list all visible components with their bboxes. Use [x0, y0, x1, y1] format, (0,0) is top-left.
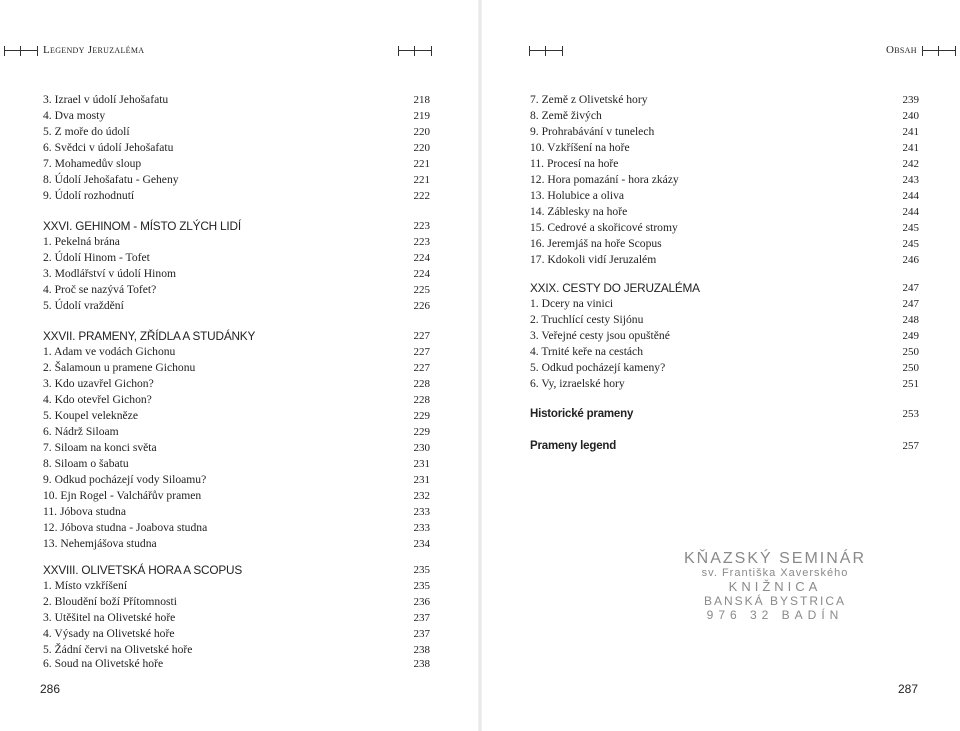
- toc-entry-page: 224: [413, 268, 430, 280]
- toc-entry-title: 1. Pekelná brána: [43, 235, 120, 248]
- stamp-line: sv. Františka Xaverského: [701, 567, 849, 579]
- toc-entry: [43, 108, 430, 124]
- toc-entry: [43, 456, 430, 472]
- toc-entry-title: 4. Proč se nazývá Tofet?: [43, 283, 157, 296]
- toc-entry-page: 228: [413, 394, 430, 406]
- stamp-line: KŇAZSKÝ SEMINÁR: [683, 550, 867, 567]
- header-ornament-right: [529, 46, 563, 56]
- page-number-left: 286: [40, 682, 61, 696]
- toc-entry: [43, 626, 430, 642]
- toc-entry-title: 17. Kdokoli vidí Jeruzalém: [530, 253, 657, 266]
- toc-entry-title: 1. Adam ve vodách Gichonu: [43, 345, 176, 358]
- toc-entry-page: 224: [413, 252, 430, 264]
- toc-entry-page: 246: [902, 254, 919, 266]
- toc-entry: [43, 488, 430, 504]
- toc-entry: [43, 504, 430, 520]
- toc-entry: [530, 296, 919, 312]
- toc-entry-page: 229: [413, 426, 430, 438]
- toc-entry-title: 8. Údolí Jehošafatu - Geheny: [43, 173, 179, 186]
- toc-entry-page: 219: [413, 110, 430, 122]
- toc-entry-title: 13. Holubice a oliva: [530, 189, 625, 202]
- header-ornament-right-end: [922, 46, 956, 56]
- toc-entry: [43, 234, 430, 250]
- toc-entry-page: 227: [413, 330, 430, 342]
- toc-section-heading: [530, 280, 919, 296]
- toc-entry: [43, 124, 430, 140]
- toc-entry-page: 239: [902, 94, 919, 106]
- toc-entry-title: Historické prameny: [530, 408, 634, 420]
- toc-entry-page: 220: [413, 126, 430, 138]
- toc-entry: [43, 282, 430, 298]
- toc-entry: [43, 344, 430, 360]
- toc-entry: [43, 376, 430, 392]
- toc-entry-title: 2. Šalamoun u pramene Gichonu: [43, 361, 196, 374]
- toc-entry-title: 5. Z moře do údolí: [43, 125, 130, 138]
- toc-entry-title: 4. Trnité keře na cestách: [530, 345, 644, 358]
- toc-entry: [530, 376, 919, 392]
- toc-entry: [43, 610, 430, 626]
- toc-entry-page: 221: [413, 158, 430, 170]
- toc-entry-page: 257: [902, 440, 919, 452]
- toc-entry-title: 1. Místo vzkříšení: [43, 579, 128, 592]
- toc-entry-page: 250: [902, 362, 919, 374]
- toc-entry: [43, 298, 430, 314]
- toc-entry: [530, 188, 919, 204]
- toc-entry-title: 9. Údolí rozhodnutí: [43, 189, 135, 202]
- toc-entry: [43, 188, 430, 204]
- toc-entry: [43, 266, 430, 282]
- toc-entry: [530, 328, 919, 344]
- toc-entry-page: 241: [902, 142, 919, 154]
- toc-section-heading: [43, 328, 430, 344]
- toc-entry-page: 247: [902, 282, 919, 294]
- toc-entry: [43, 392, 430, 408]
- toc-entry-page: 229: [413, 410, 430, 422]
- toc-entry-title: 1. Dcery na vinici: [530, 297, 614, 310]
- toc-entry-title: 7. Země z Olivetské hory: [530, 93, 648, 106]
- toc-entry-page: 234: [413, 538, 430, 550]
- toc-entry: [530, 108, 919, 124]
- toc-entry-page: 223: [413, 220, 430, 232]
- toc-entry-page: 236: [413, 596, 430, 608]
- toc-entry-title: XXVI. GEHINOM - MÍSTO ZLÝCH LIDÍ: [43, 219, 241, 233]
- toc-entry: [530, 92, 919, 108]
- toc-section-heading: [43, 218, 430, 234]
- toc-entry-page: 243: [902, 174, 919, 186]
- toc-entry-title: 7. Mohamedův sloup: [43, 157, 142, 170]
- header-ornament-left: [4, 46, 38, 56]
- toc-entry-page: 244: [902, 190, 919, 202]
- toc-entry-title: XXIX. CESTY DO JERUZALÉMA: [530, 281, 700, 295]
- toc-entry: [43, 520, 430, 536]
- toc-entry-title: 5. Odkud pocházejí kameny?: [530, 361, 666, 374]
- toc-entry: [43, 172, 430, 188]
- toc-entry-title: 6. Soud na Olivetské hoře: [43, 657, 164, 670]
- toc-entry: [43, 472, 430, 488]
- toc-entry: [43, 440, 430, 456]
- toc-entry-title: 12. Hora pomazání - hora zkázy: [530, 173, 679, 186]
- toc-entry-page: 244: [902, 206, 919, 218]
- toc-entry-page: 237: [413, 628, 430, 640]
- toc-entry: [530, 172, 919, 188]
- toc-entry-page: 220: [413, 142, 430, 154]
- running-header-left: Legendy Jeruzaléma: [43, 44, 145, 56]
- toc-entry: [43, 250, 430, 266]
- toc-entry-title: 3. Izrael v údolí Jehošafatu: [43, 93, 169, 106]
- toc-entry: [530, 220, 919, 236]
- toc-entry-title: 2. Truchlící cesty Sijónu: [530, 313, 644, 326]
- toc-entry-title: 10. Ejn Rogel - Valchářův pramen: [43, 489, 202, 502]
- toc-entry-title: 3. Modlářství v údolí Hinom: [43, 267, 177, 280]
- toc-entry-page: 228: [413, 378, 430, 390]
- toc-entry-title: 2. Údolí Hinom - Tofet: [43, 251, 150, 264]
- header-ornament-left-end: [398, 46, 432, 56]
- toc-entry-page: 250: [902, 346, 919, 358]
- toc-entry-page: 226: [413, 300, 430, 312]
- toc-entry-page: 233: [413, 522, 430, 534]
- toc-entry-title: 12. Jóbova studna - Joabova studna: [43, 521, 208, 534]
- toc-entry-title: 3. Kdo uzavřel Gichon?: [43, 377, 154, 390]
- toc-entry-page: 227: [413, 346, 430, 358]
- toc-entry-title: 9. Prohrabávání v tunelech: [530, 125, 655, 138]
- toc-entry-page: 240: [902, 110, 919, 122]
- toc-entry-page: 231: [413, 474, 430, 486]
- toc-entry: [530, 312, 919, 328]
- toc-entry-page: 247: [902, 298, 919, 310]
- toc-entry-page: 253: [902, 408, 919, 420]
- toc-appendix-entry: [530, 406, 919, 422]
- toc-entry-title: 5. Žádní červi na Olivetské hoře: [43, 643, 193, 656]
- toc-entry-title: 5. Údolí vraždění: [43, 299, 124, 312]
- toc-entry-title: 3. Veřejné cesty jsou opuštěné: [530, 329, 670, 342]
- toc-entry: [43, 360, 430, 376]
- toc-entry-title: 8. Země živých: [530, 109, 602, 122]
- toc-entry-page: 251: [902, 378, 919, 390]
- toc-entry-page: 223: [413, 236, 430, 248]
- library-stamp: [680, 552, 870, 622]
- toc-entry-page: 249: [902, 330, 919, 342]
- toc-entry: [43, 594, 430, 610]
- toc-entry-page: 248: [902, 314, 919, 326]
- toc-entry-page: 235: [413, 580, 430, 592]
- toc-entry-page: 218: [413, 94, 430, 106]
- toc-entry-title: 4. Dva mosty: [43, 109, 106, 122]
- toc-entry-title: 7. Siloam na konci světa: [43, 441, 157, 454]
- toc-entry-title: XXVIII. OLIVETSKÁ HORA A SCOPUS: [43, 563, 243, 577]
- stamp-line: BANSKÁ BYSTRICA: [703, 594, 847, 608]
- toc-entry-page: 232: [413, 490, 430, 502]
- toc-entry-title: 2. Bloudění boží Přítomnosti: [43, 595, 177, 608]
- toc-entry-page: 245: [902, 238, 919, 250]
- toc-entry-page: 225: [413, 284, 430, 296]
- toc-entry-page: 235: [413, 564, 430, 576]
- toc-entry: [43, 424, 430, 440]
- toc-entry-title: 4. Kdo otevřel Gichon?: [43, 393, 152, 406]
- running-header-right: Obsah: [886, 44, 917, 56]
- toc-entry-title: Prameny legend: [530, 440, 617, 452]
- toc-entry: [530, 252, 919, 268]
- toc-entry: [530, 140, 919, 156]
- toc-entry-title: 8. Siloam o šabatu: [43, 457, 129, 470]
- toc-entry-title: 3. Utěšitel na Olivetské hoře: [43, 611, 176, 624]
- toc-section-heading: [43, 562, 430, 578]
- page-number-right: 287: [898, 682, 919, 696]
- toc-entry-title: 14. Záblesky na hoře: [530, 205, 628, 218]
- toc-entry-page: 242: [902, 158, 919, 170]
- toc-entry-title: XXVII. PRAMENY, ZŘÍDLA A STUDÁNKY: [43, 329, 256, 343]
- toc-entry-title: 5. Koupel velekněze: [43, 409, 138, 422]
- toc-entry-page: 237: [413, 612, 430, 624]
- toc-entry: [530, 344, 919, 360]
- toc-entry-page: 221: [413, 174, 430, 186]
- toc-entry-title: 6. Svědci v údolí Jehošafatu: [43, 141, 174, 154]
- toc-entry-title: 6. Nádrž Siloam: [43, 425, 119, 438]
- toc-entry-page: 238: [413, 644, 430, 656]
- toc-entry: [530, 236, 919, 252]
- toc-entry-page: 230: [413, 442, 430, 454]
- toc-entry-title: 6. Vy, izraelské hory: [530, 377, 625, 390]
- toc-entry-page: 233: [413, 506, 430, 518]
- toc-entry-title: 10. Vzkříšení na hoře: [530, 141, 630, 154]
- toc-entry-page: 241: [902, 126, 919, 138]
- toc-entry-title: 11. Procesí na hoře: [530, 157, 619, 170]
- toc-appendix-entry: [530, 438, 919, 454]
- toc-entry: [530, 124, 919, 140]
- toc-entry-title: 9. Odkud pocházejí vody Siloamu?: [43, 473, 207, 486]
- toc-entry: [530, 360, 919, 376]
- stamp-line: KNIŽNICA: [728, 579, 822, 594]
- toc-entry: [43, 536, 430, 552]
- toc-entry-page: 245: [902, 222, 919, 234]
- toc-entry-title: 4. Výsady na Olivetské hoře: [43, 627, 175, 640]
- toc-entry-page: 238: [413, 658, 430, 670]
- toc-entry-page: 222: [413, 190, 430, 202]
- toc-entry: [43, 578, 430, 594]
- toc-entry: [43, 140, 430, 156]
- toc-entry-title: 11. Jóbova studna: [43, 505, 126, 518]
- toc-entry-page: 231: [413, 458, 430, 470]
- toc-entry-page: 227: [413, 362, 430, 374]
- toc-entry: [43, 156, 430, 172]
- stamp-line: 976 32 BADÍN: [706, 608, 844, 622]
- toc-entry-title: 15. Cedrové a skořicové stromy: [530, 221, 678, 234]
- toc-entry: [43, 92, 430, 108]
- toc-entry: [530, 204, 919, 220]
- toc-entry-title: 13. Nehemjášova studna: [43, 537, 157, 550]
- toc-entry-title: 16. Jeremjáš na hoře Scopus: [530, 237, 662, 250]
- toc-entry: [43, 656, 430, 672]
- toc-entry: [530, 156, 919, 172]
- toc-entry: [43, 408, 430, 424]
